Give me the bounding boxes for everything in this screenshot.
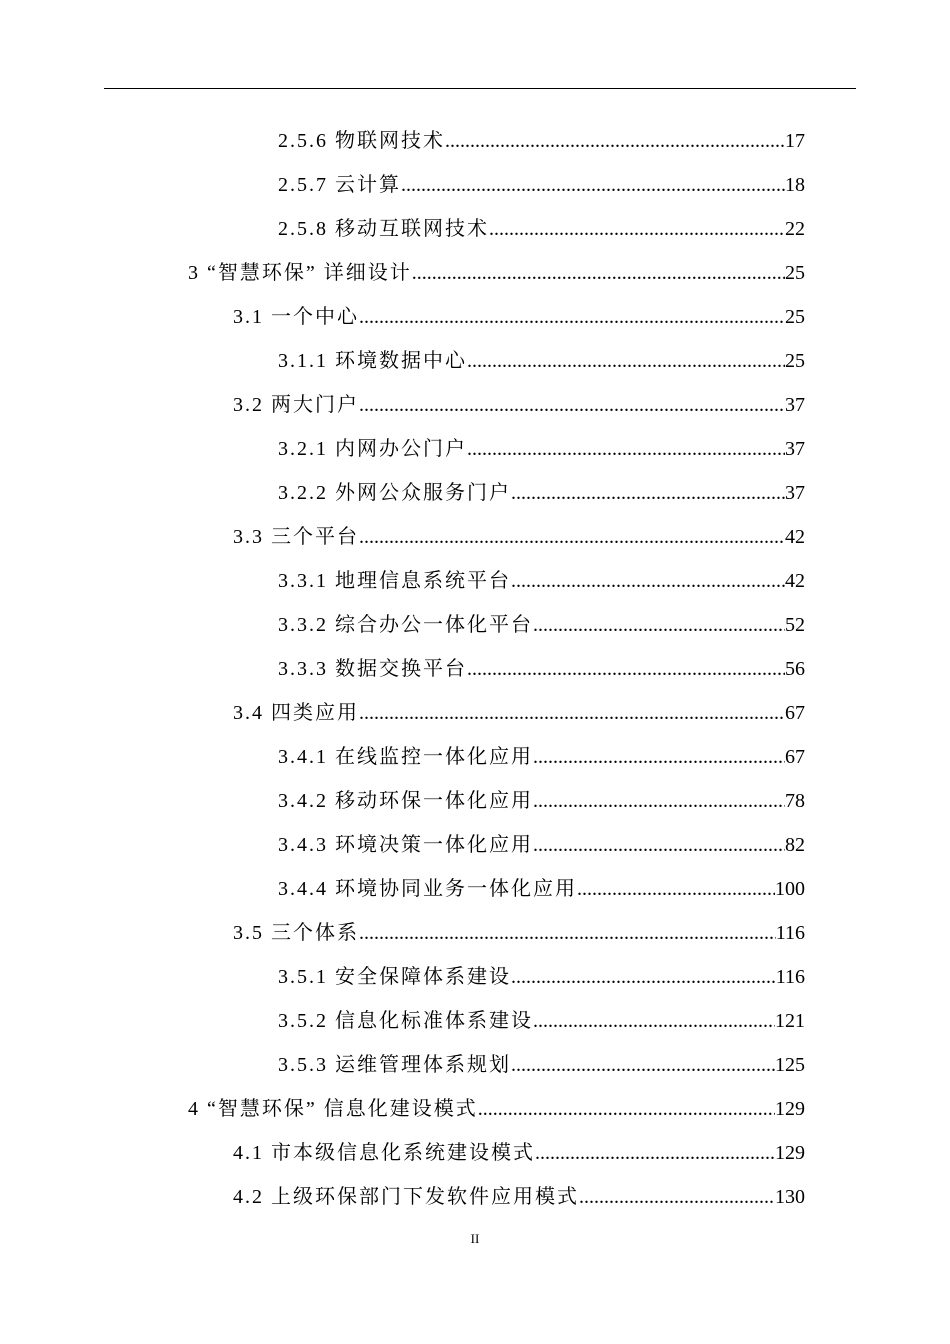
toc-entry[interactable] (188, 1087, 805, 1131)
toc-entry-page: 82 (785, 834, 805, 856)
toc-entry-title: 3.1.1 环境数据中心 (278, 350, 467, 372)
toc-entry-page: 42 (785, 570, 805, 592)
toc-entry-page: 25 (785, 306, 805, 328)
toc-dot-leader (467, 427, 785, 471)
toc-entry-title: 3.2.1 内网办公门户 (278, 438, 467, 460)
toc-entry-title: 3.5.2 信息化标准体系建设 (278, 1010, 533, 1032)
toc-entry[interactable] (233, 691, 805, 735)
toc-dot-leader (412, 251, 785, 295)
toc-entry[interactable] (278, 603, 805, 647)
toc-entry-page: 37 (785, 438, 805, 460)
toc-entry-title: 3.4.4 环境协同业务一体化应用 (278, 878, 577, 900)
toc-entry[interactable] (233, 383, 805, 427)
toc-entry[interactable] (278, 471, 805, 515)
toc-entry[interactable] (278, 955, 805, 999)
toc-entry[interactable] (233, 295, 805, 339)
toc-dot-leader (511, 471, 785, 515)
toc-dot-leader (533, 823, 785, 867)
toc-entry-page: 100 (775, 878, 805, 900)
toc-entry-title: 3.5 三个体系 (233, 922, 359, 944)
toc-entry-title: 4.1 市本级信息化系统建设模式 (233, 1142, 535, 1164)
toc-dot-leader (445, 119, 785, 163)
toc-dot-leader (511, 1043, 775, 1087)
toc-entry[interactable] (278, 647, 805, 691)
toc-entry-title: 3.1 一个中心 (233, 306, 359, 328)
toc-entry-title: 3.4.3 环境决策一体化应用 (278, 834, 533, 856)
toc-entry-title: 3.4.2 移动环保一体化应用 (278, 790, 533, 812)
toc-dot-leader (478, 1087, 775, 1131)
toc-dot-leader (533, 999, 775, 1043)
toc-entry-title: 3.3.1 地理信息系统平台 (278, 570, 511, 592)
toc-dot-leader (535, 1131, 775, 1175)
toc-entry-page: 37 (785, 394, 805, 416)
toc-entry[interactable] (233, 515, 805, 559)
toc-entry-page: 25 (785, 350, 805, 372)
toc-entry-title: 3.5.1 安全保障体系建设 (278, 966, 511, 988)
toc-entry-title: 2.5.7 云计算 (278, 174, 401, 196)
toc-entry[interactable] (278, 867, 805, 911)
toc-dot-leader (359, 911, 776, 955)
toc-entry[interactable] (278, 163, 805, 207)
toc-entry[interactable] (278, 207, 805, 251)
toc-entry-title: 4.2 上级环保部门下发软件应用模式 (233, 1186, 579, 1208)
toc-entry-page: 22 (785, 218, 805, 240)
toc-dot-leader (579, 1175, 775, 1219)
toc-entry-title: 4 “智慧环保” 信息化建设模式 (188, 1098, 478, 1120)
toc-entry-page: 25 (785, 262, 805, 284)
toc-entry-page: 56 (785, 658, 805, 680)
toc-dot-leader (359, 515, 785, 559)
toc-entry-title: 3 “智慧环保” 详细设计 (188, 262, 412, 284)
toc-entry-title: 3.3 三个平台 (233, 526, 359, 548)
toc-dot-leader (577, 867, 775, 911)
toc-dot-leader (533, 735, 785, 779)
toc-entry[interactable] (233, 1175, 805, 1219)
toc-entry[interactable] (278, 339, 805, 383)
toc-dot-leader (533, 779, 785, 823)
toc-entry-title: 2.5.6 物联网技术 (278, 130, 445, 152)
toc-dot-leader (467, 647, 785, 691)
toc-entry-page: 116 (775, 966, 805, 988)
toc-entry[interactable] (278, 559, 805, 603)
toc-entry[interactable] (233, 1131, 805, 1175)
toc-dot-leader (511, 955, 776, 999)
toc-dot-leader (467, 339, 785, 383)
toc-entry[interactable] (278, 427, 805, 471)
toc-entry[interactable] (188, 251, 805, 295)
page-number: II (470, 1231, 480, 1246)
toc-entry-page: 42 (785, 526, 805, 548)
toc-entry[interactable] (233, 911, 805, 955)
toc-entry-title: 3.3.3 数据交换平台 (278, 658, 467, 680)
toc-entry-page: 129 (775, 1098, 805, 1120)
toc-dot-leader (489, 207, 785, 251)
toc-entry-page: 37 (785, 482, 805, 504)
toc-entry-title: 3.4 四类应用 (233, 702, 359, 724)
toc-entry[interactable] (278, 735, 805, 779)
toc-entry-title: 2.5.8 移动互联网技术 (278, 218, 489, 240)
toc-entry-title: 3.3.2 综合办公一体化平台 (278, 614, 533, 636)
toc-entry-title: 3.2.2 外网公众服务门户 (278, 482, 511, 504)
toc-entry[interactable] (278, 999, 805, 1043)
toc-entry-page: 116 (775, 922, 805, 944)
toc-entry-page: 18 (785, 174, 805, 196)
toc-entry-page: 78 (785, 790, 805, 812)
toc-entry-title: 3.4.1 在线监控一体化应用 (278, 746, 533, 768)
toc-dot-leader (401, 163, 785, 207)
toc-dot-leader (511, 559, 785, 603)
toc-entry-page: 52 (785, 614, 805, 636)
toc-entry-page: 17 (785, 130, 805, 152)
toc-entry-page: 125 (775, 1054, 805, 1076)
header-rule (104, 88, 856, 89)
toc-dot-leader (359, 383, 785, 427)
toc-entry-page: 129 (775, 1142, 805, 1164)
toc-entry[interactable] (278, 119, 805, 163)
toc-entry[interactable] (278, 823, 805, 867)
toc-entry-page: 130 (775, 1186, 805, 1208)
toc-dot-leader (533, 603, 785, 647)
toc-entry-title: 3.2 两大门户 (233, 394, 359, 416)
toc-dot-leader (359, 691, 785, 735)
toc-entry[interactable] (278, 779, 805, 823)
toc-entry[interactable] (278, 1043, 805, 1087)
toc-entry-page: 67 (785, 746, 805, 768)
toc-entry-page: 121 (775, 1010, 805, 1032)
toc-dot-leader (359, 295, 785, 339)
toc-entry-title: 3.5.3 运维管理体系规划 (278, 1054, 511, 1076)
toc-entry-page: 67 (785, 702, 805, 724)
